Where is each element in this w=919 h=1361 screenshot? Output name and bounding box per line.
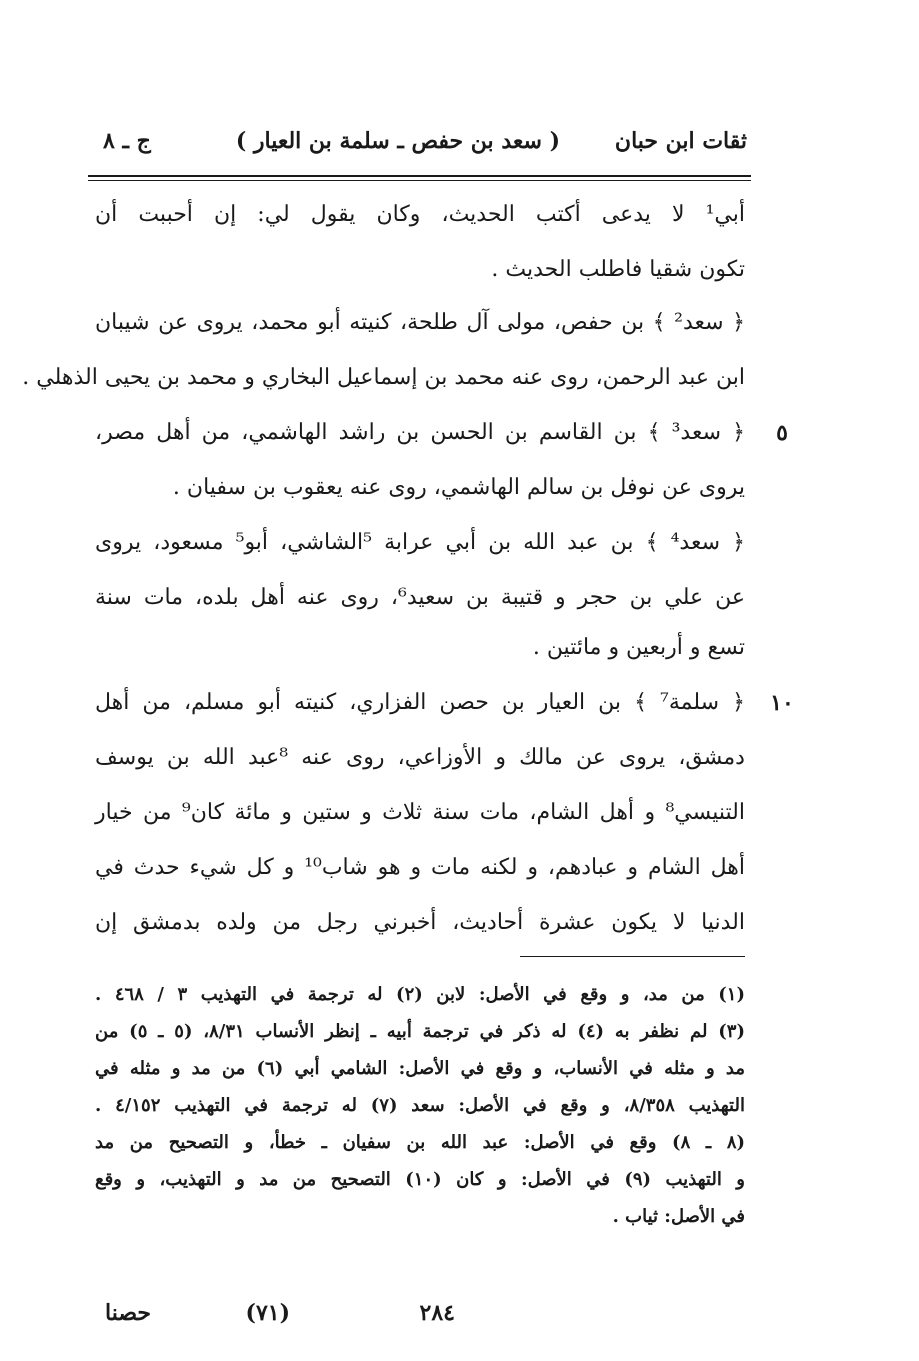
text-line: أبي¹ لا يدعى أكتب الحديث، وكان يقول لي: إن أحببت أن [95, 202, 745, 227]
footnote-line: (٣) لم نظفر به (٤) له ذكر في ترجمة أبيه ـ إنظر الأنساب ٨/٣١، (٥ ـ ٥) من [95, 1021, 745, 1042]
text-line: أهل الشام و عبادهم، و لكنه مات و هو شاب¹⁰ و كل شيء حدث في [95, 855, 746, 880]
text-line: ابن عبد الرحمن، روى عنه محمد بن إسماعيل البخاري و محمد بن يحيى الذهلي . [22, 365, 745, 390]
text-line: ﴿ سعد² ﴾ بن حفص، مولى آل طلحة، كنيته أبو محمد، يروى عن شيبان [95, 310, 745, 335]
text-line: دمشق، يروى عن مالك و الأوزاعي، روى عنه ⁸عبد الله بن يوسف [95, 745, 745, 770]
page-number: ٢٨٤ [419, 1300, 455, 1326]
footnote-line: (٨ ـ ٨) وقع في الأصل: عبد الله بن سفيان ـ خطأ، و التصحيح من مد [95, 1132, 746, 1153]
text-line: ﴿ سلمة⁷ ﴾ بن العيار بن حصن الفزاري، كنيته أبو مسلم، من أهل [95, 690, 745, 715]
running-header [95, 118, 755, 168]
text-line: التنيسي⁸ و أهل الشام، مات سنة ثلاث و ستين و مائة كان⁹ من خيار [95, 800, 745, 825]
entries-range: ( سعد بن حفص ـ سلمة بن العيار ) [235, 128, 560, 154]
text-line: ﴿ سعد³ ﴾ بن القاسم بن الحسن بن راشد الهاشمي، من أهل مصر، [95, 420, 745, 445]
footnote-rule [520, 956, 745, 957]
printer-signature: حصنا [105, 1300, 152, 1326]
line-number-10: ١٠ [770, 690, 794, 716]
line-number-5: ٥ [776, 420, 788, 446]
header-rule-thick [88, 175, 751, 177]
text-line: تكون شقيا فاطلب الحديث . [491, 257, 745, 282]
text-line: الدنيا لا يكون عشرة أحاديث، أخبرني رجل من ولده بدمشق إن [95, 910, 745, 935]
page-footer [95, 1295, 755, 1335]
text-line: يروى عن نوفل بن سالم الهاشمي، روى عنه يعقوب بن سفيان . [172, 475, 745, 500]
text-line: ﴿ سعد⁴ ﴾ بن عبد الله بن أبي عرابة ⁵الشاشي، أبو⁵ مسعود، يروى [95, 530, 745, 555]
footnote-line: في الأصل: ثياب . [612, 1206, 745, 1227]
footnote-line: مد و مثله في الأنساب، و وقع في الأصل: الشامي أبي (٦) من مد و مثله في [95, 1058, 745, 1079]
book-title: ثقات ابن حبان [614, 128, 747, 154]
footnote-line: التهذيب ٨/٣٥٨، و وقع في الأصل: سعد (٧) له ترجمة في التهذيب ٤/١٥٢ . [95, 1095, 745, 1116]
text-line: تسع و أربعين و مائتين . [532, 635, 745, 660]
sheet-number: (٧١) [245, 1300, 290, 1326]
text-line: عن علي بن حجر و قتيبة بن سعيد⁶، روى عنه أهل بلده، مات سنة [95, 585, 745, 610]
header-rule-thin [88, 180, 751, 181]
volume-label: ج ـ ٨ [103, 128, 151, 154]
footnote-line: و التهذيب (٩) في الأصل: و كان (١٠) التصحيح من مد و التهذيب، و وقع [95, 1169, 746, 1190]
footnote-line: (١) من مد، و وقع في الأصل: لابن (٢) له ترجمة في التهذيب ٣ / ٤٦٨ . [95, 984, 745, 1005]
